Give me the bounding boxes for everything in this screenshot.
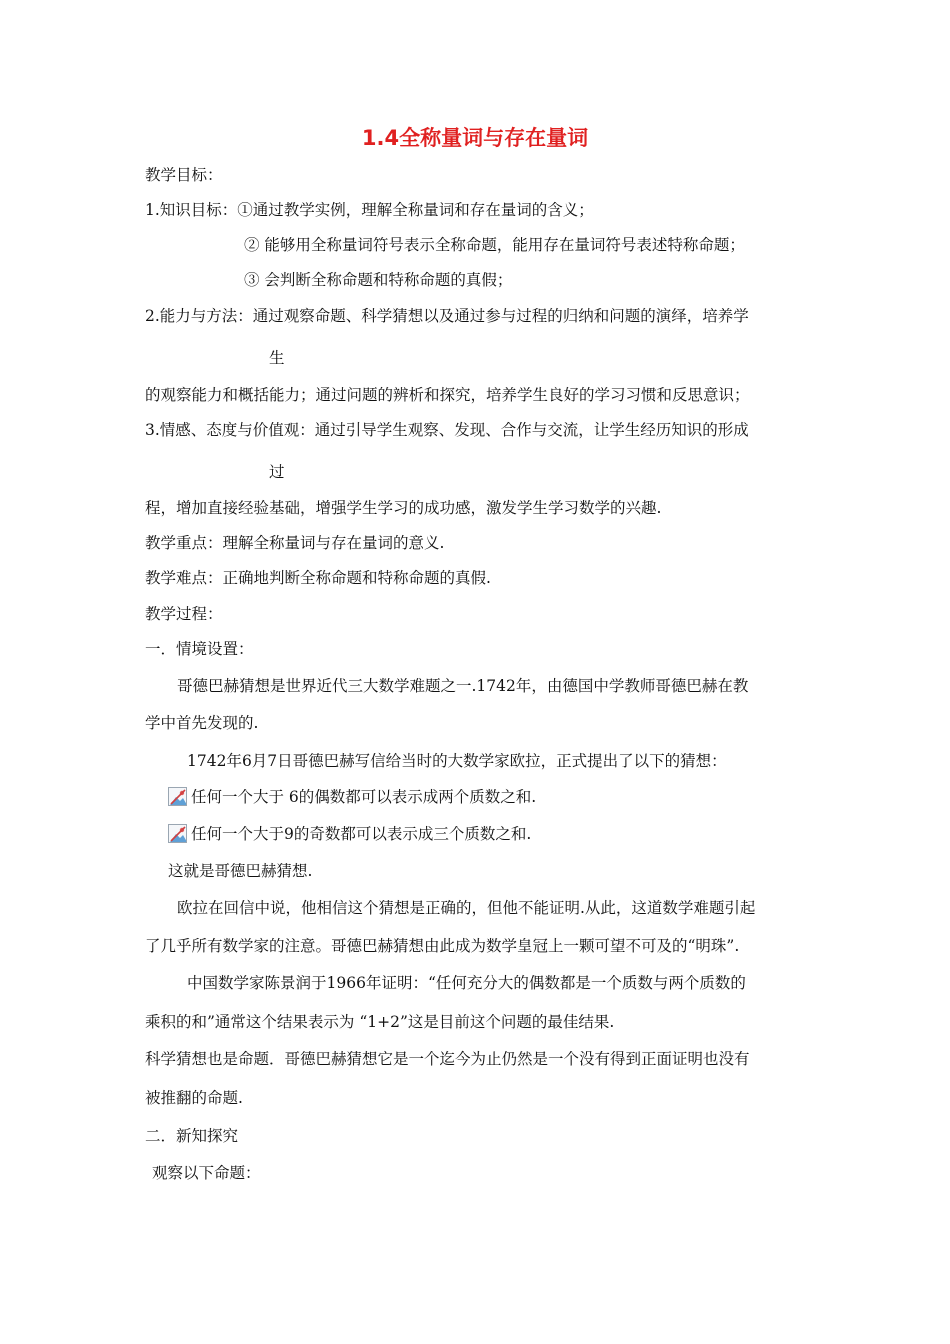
text-line: 哥德巴赫猜想是世界近代三大数学难题之一.1742年，由德国中学教师哥德巴赫在教 bbox=[177, 677, 749, 695]
broken-image-icon bbox=[168, 824, 187, 843]
list-item bbox=[168, 823, 531, 845]
text-line: 程，增加直接经验基础，增强学生学习的成功感，激发学生学习数学的兴趣. bbox=[145, 499, 662, 517]
text-line: ② 能够用全称量词符号表示全称命题，能用存在量词符号表述特称命题； bbox=[244, 236, 745, 254]
section-heading: 二．新知探究 bbox=[145, 1127, 239, 1145]
text-line: 2.能力与方法：通过观察命题、科学猜想以及通过参与过程的归纳和问题的演绎，培养学 bbox=[145, 307, 749, 325]
text-line: 的观察能力和概括能力；通过问题的辨析和探究，培养学生良好的学习习惯和反思意识； bbox=[145, 386, 750, 404]
text-line: 1742年6月7日哥德巴赫写信给当时的大数学家欧拉，正式提出了以下的猜想： bbox=[187, 752, 727, 770]
text-line: 教学过程： bbox=[145, 605, 223, 623]
text-line: 观察以下命题： bbox=[152, 1164, 261, 1182]
text-line: 生 bbox=[269, 349, 285, 367]
text-line: 3.情感、态度与价值观：通过引导学生观察、发现、合作与交流，让学生经历知识的形成 bbox=[145, 421, 749, 439]
text-line: 乘积的和”通常这个结果表示为 “1+2”这是目前这个问题的最佳结果. bbox=[145, 1013, 615, 1031]
text-line: 欧拉在回信中说，他相信这个猜想是正确的，但他不能证明.从此，这道数学难题引起 bbox=[177, 899, 756, 917]
text-line: 中国数学家陈景润于1966年证明：“任何充分大的偶数都是一个质数与两个质数的 bbox=[187, 974, 746, 992]
text-line: 1.知识目标：①通过教学实例，理解全称量词和存在量词的含义； bbox=[145, 201, 594, 219]
text-line: 学中首先发现的. bbox=[145, 714, 259, 732]
text-line: 这就是哥德巴赫猜想. bbox=[168, 862, 313, 880]
section-heading: 一．情境设置： bbox=[145, 640, 254, 658]
list-item bbox=[168, 786, 536, 808]
text-line: 被推翻的命题. bbox=[145, 1089, 243, 1107]
text-line: 科学猜想也是命题．哥德巴赫猜想它是一个迄今为止仍然是一个没有得到正面证明也没有 bbox=[145, 1050, 750, 1068]
text-line: ③ 会判断全称命题和特称命题的真假； bbox=[244, 271, 513, 289]
conjecture-text: 任何一个大于9的奇数都可以表示成三个质数之和. bbox=[191, 825, 532, 843]
conjecture-text: 任何一个大于 6的偶数都可以表示成两个质数之和. bbox=[191, 788, 537, 806]
page-title: 1.4全称量词与存在量词 bbox=[361, 126, 589, 150]
text-line: 教学难点：正确地判断全称命题和特称命题的真假. bbox=[145, 569, 491, 587]
text-line: 教学目标： bbox=[145, 166, 223, 184]
text-line: 过 bbox=[269, 463, 285, 481]
text-line: 了几乎所有数学家的注意。哥德巴赫猜想由此成为数学皇冠上一颗可望不可及的“明珠”. bbox=[145, 937, 740, 955]
text-line: 教学重点：理解全称量词与存在量词的意义. bbox=[145, 534, 445, 552]
broken-image-icon bbox=[168, 787, 187, 806]
